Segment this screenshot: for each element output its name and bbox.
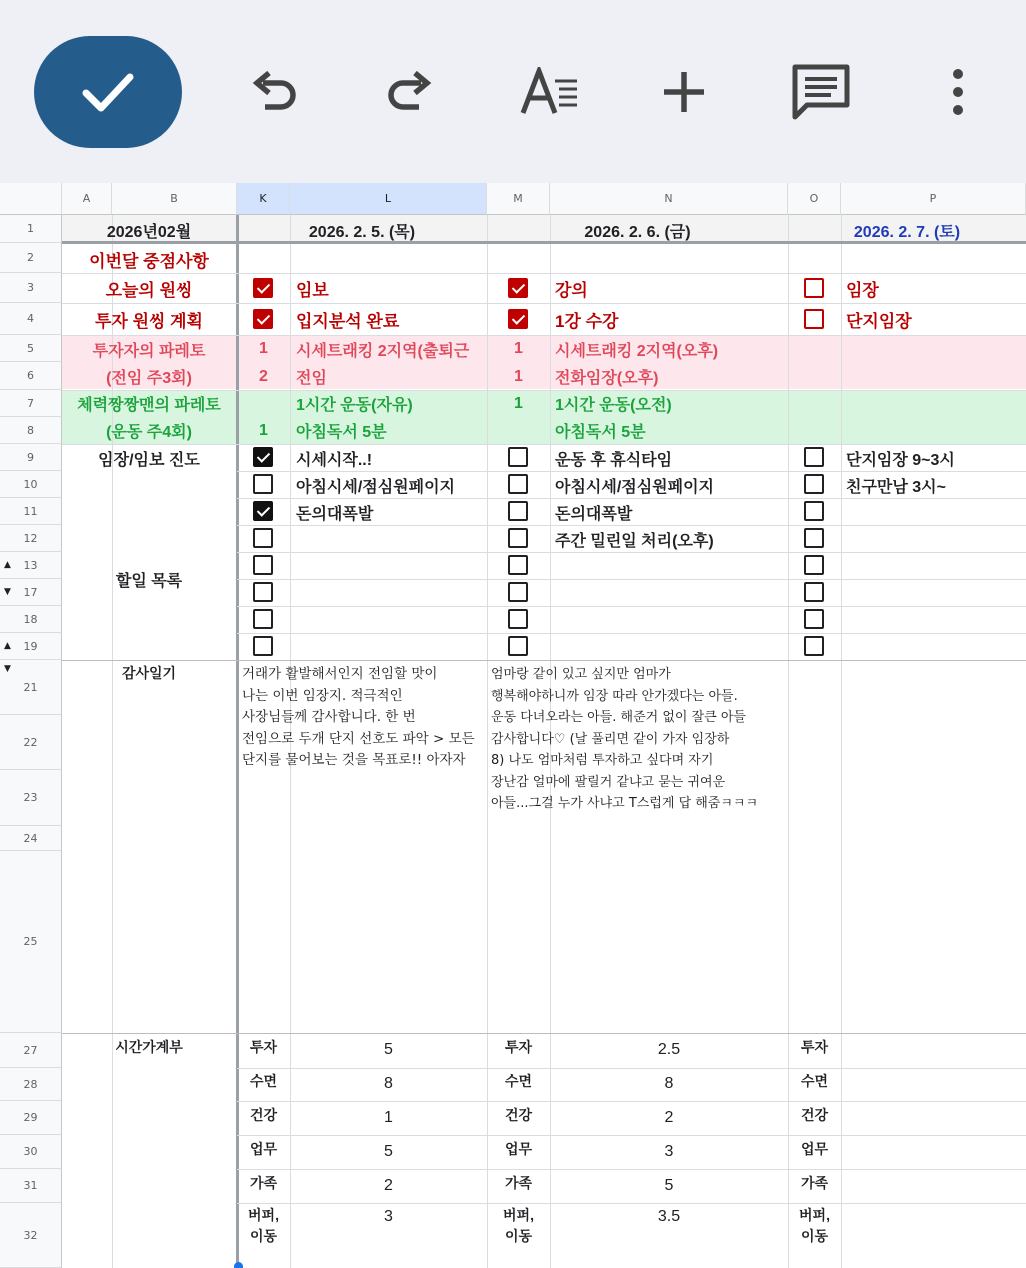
checkbox-invest-day1[interactable] xyxy=(253,309,273,329)
row-header[interactable]: 23 xyxy=(0,770,62,826)
task-checkbox[interactable] xyxy=(508,501,528,521)
time-category: 건강 xyxy=(800,1107,829,1123)
row-header[interactable]: 25 xyxy=(0,851,62,1033)
spreadsheet-grid[interactable] xyxy=(0,183,1026,1268)
task-checkbox[interactable] xyxy=(804,555,824,575)
time-value[interactable]: 2 xyxy=(384,1177,393,1194)
one-thing-day2[interactable]: 강의 xyxy=(555,281,588,300)
one-thing-day3[interactable]: 임장 xyxy=(846,281,879,300)
row-number: 17 xyxy=(23,585,38,599)
task-checkbox[interactable] xyxy=(804,609,824,629)
row-header[interactable]: 9 xyxy=(0,444,62,471)
plus-icon xyxy=(660,68,708,116)
row-header[interactable]: 31 xyxy=(0,1169,62,1203)
pareto-item[interactable]: 시세트래킹 2지역(출퇴근 xyxy=(296,342,470,360)
row-header[interactable] xyxy=(0,552,62,579)
task-item[interactable]: 운동 후 휴식타임 xyxy=(555,451,673,469)
grid-line xyxy=(237,552,1026,553)
row-header[interactable]: 3 xyxy=(0,273,62,303)
redo-button[interactable] xyxy=(374,38,446,146)
time-category: 가족 xyxy=(504,1175,533,1191)
more-options-button[interactable] xyxy=(928,38,988,146)
task-item[interactable]: 친구만남 3시~ xyxy=(846,478,946,496)
label-pareto-fitness[interactable]: 체력짱짱맨의 파레토 xyxy=(77,397,221,414)
check-icon xyxy=(80,69,136,115)
row-header[interactable]: 28 xyxy=(0,1068,62,1101)
grid-line xyxy=(237,1135,1026,1136)
row-header[interactable]: 24 xyxy=(0,826,62,851)
undo-button[interactable] xyxy=(238,38,310,146)
label-monthly-focus[interactable]: 이번달 중점사항 xyxy=(89,251,209,271)
row-header[interactable]: 27 xyxy=(0,1033,62,1068)
row-header[interactable]: 8 xyxy=(0,417,62,444)
time-category: 업무 xyxy=(800,1141,829,1157)
task-checkbox[interactable] xyxy=(508,555,528,575)
time-category: 가족 xyxy=(249,1175,278,1191)
row-header[interactable] xyxy=(0,633,62,660)
label-invest-plan[interactable]: 투자 원씽 계획 xyxy=(95,312,203,331)
undo-icon xyxy=(249,69,299,115)
label-daily-one-thing[interactable]: 오늘의 원씽 xyxy=(105,281,193,300)
task-checkbox[interactable] xyxy=(253,609,273,629)
column-header-k[interactable]: K xyxy=(237,183,290,215)
grid-line xyxy=(237,1169,1026,1170)
pareto-item[interactable]: 시세트래킹 2지역(오후) xyxy=(555,342,719,360)
label-time-budget[interactable]: 시간가계부 xyxy=(115,1039,183,1055)
task-checkbox[interactable] xyxy=(804,501,824,521)
task-checkbox[interactable] xyxy=(508,447,528,467)
task-checkbox[interactable] xyxy=(804,582,824,602)
row-header[interactable]: 29 xyxy=(0,1101,62,1135)
row-header[interactable]: 11 xyxy=(0,498,62,525)
checkbox-invest-day3[interactable] xyxy=(804,309,824,329)
row-header[interactable]: 18 xyxy=(0,606,62,633)
time-category: 버퍼, 이동 xyxy=(503,1207,534,1244)
invest-plan-day3[interactable]: 단지임장 xyxy=(846,312,912,331)
task-checkbox[interactable] xyxy=(508,636,528,656)
row-number: 21 xyxy=(23,680,38,694)
task-item[interactable]: 단지임장 9~3시 xyxy=(846,451,955,469)
label-progress[interactable]: 임장/임보 진도 xyxy=(98,451,200,469)
label-todo-list[interactable]: 할일 목록 xyxy=(115,572,183,590)
row-header[interactable]: 10 xyxy=(0,471,62,498)
row-number: 19 xyxy=(23,639,38,653)
task-checkbox[interactable] xyxy=(253,474,273,494)
time-category: 건강 xyxy=(249,1107,278,1123)
grid-line xyxy=(841,215,842,1268)
row-header[interactable] xyxy=(0,579,62,606)
time-category: 건강 xyxy=(504,1107,533,1123)
column-header-b[interactable]: B xyxy=(112,183,237,215)
invest-plan-day1[interactable]: 입지분석 완료 xyxy=(296,312,400,331)
fitness-item[interactable]: 1시간 운동(오전) xyxy=(555,397,672,414)
task-checkbox[interactable] xyxy=(804,447,824,467)
column-header-n[interactable]: N xyxy=(550,183,788,215)
checkbox-one-thing-day1[interactable] xyxy=(253,278,273,298)
grid-line xyxy=(237,606,1026,607)
column-header-l[interactable]: L xyxy=(290,183,487,215)
fitness-count[interactable] xyxy=(487,417,550,444)
redo-icon xyxy=(385,69,435,115)
invest-plan-day2[interactable]: 1강 수강 xyxy=(555,312,619,331)
row-header[interactable]: 1 xyxy=(0,215,62,243)
time-category: 투자 xyxy=(800,1039,829,1055)
task-checkbox[interactable] xyxy=(253,555,273,575)
fitness-count[interactable] xyxy=(237,390,290,417)
task-checkbox[interactable] xyxy=(804,528,824,548)
task-item[interactable]: 시세시작..! xyxy=(296,451,373,469)
time-category: 업무 xyxy=(249,1141,278,1157)
time-category: 버퍼, 이동 xyxy=(799,1207,830,1244)
row-header[interactable]: 12 xyxy=(0,525,62,552)
label-pareto-invest-sub[interactable]: (전임 주3회) xyxy=(106,370,192,387)
task-item[interactable]: 돈의대폭발 xyxy=(555,505,633,523)
task-item[interactable]: 주간 밀린일 처리(오후) xyxy=(555,532,714,550)
task-item[interactable]: 아침시세/점심원페이지 xyxy=(296,478,456,496)
time-value[interactable]: 5 xyxy=(384,1143,393,1160)
row-header[interactable]: 7 xyxy=(0,390,62,417)
label-gratitude-journal[interactable]: 감사일기 xyxy=(121,665,177,681)
time-category: 수면 xyxy=(800,1073,829,1089)
one-thing-day1[interactable]: 임보 xyxy=(296,281,329,300)
more-vertical-icon xyxy=(948,67,968,117)
task-checkbox[interactable] xyxy=(508,474,528,494)
task-checkbox[interactable] xyxy=(253,528,273,548)
row-number: 13 xyxy=(23,558,38,572)
fitness-item[interactable]: 아침독서 5분 xyxy=(296,424,387,441)
collapse-group-icon[interactable]: ▲ xyxy=(4,641,11,651)
column-header-m[interactable]: M xyxy=(487,183,550,215)
column-header-p[interactable]: P xyxy=(841,183,1026,215)
grid-line xyxy=(237,633,1026,634)
month-header[interactable]: 2026년02월 xyxy=(106,223,192,241)
task-checkbox[interactable] xyxy=(253,501,273,521)
checkbox-one-thing-day2[interactable] xyxy=(508,278,528,298)
comment-icon xyxy=(791,63,851,121)
pareto-item[interactable]: 전임 xyxy=(296,370,327,387)
task-item[interactable]: 아침시세/점심원페이지 xyxy=(555,478,715,496)
task-checkbox[interactable] xyxy=(804,636,824,656)
time-category: 버퍼, 이동 xyxy=(248,1207,279,1244)
pareto-item[interactable]: 전화임장(오후) xyxy=(555,370,659,387)
row-header[interactable]: 6 xyxy=(0,362,62,390)
date-header-day3[interactable]: 2026. 2. 7. (토) xyxy=(853,223,961,241)
task-item[interactable]: 돈의대폭발 xyxy=(296,505,374,523)
time-value[interactable]: 3 xyxy=(664,1143,674,1160)
time-category: 수면 xyxy=(249,1073,278,1089)
time-value[interactable]: 3.5 xyxy=(657,1208,681,1225)
time-value[interactable]: 3 xyxy=(384,1208,393,1225)
task-checkbox[interactable] xyxy=(508,528,528,548)
fitness-item[interactable]: 1시간 운동(자유) xyxy=(296,397,413,414)
task-checkbox[interactable] xyxy=(253,582,273,602)
time-category: 투자 xyxy=(504,1039,533,1055)
task-checkbox[interactable] xyxy=(508,582,528,602)
time-category: 투자 xyxy=(249,1039,278,1055)
toolbar xyxy=(0,0,1026,183)
selection-handle[interactable] xyxy=(234,1262,243,1268)
time-value[interactable]: 8 xyxy=(664,1075,674,1092)
grid-line xyxy=(62,1033,1026,1034)
pareto-count[interactable]: 2 xyxy=(259,367,268,385)
checkbox-one-thing-day3[interactable] xyxy=(804,278,824,298)
expand-group-icon[interactable]: ▼ xyxy=(4,587,11,597)
expand-group-icon[interactable]: ▼ xyxy=(4,664,11,674)
grid-line xyxy=(237,1203,1026,1204)
grid-line xyxy=(237,579,1026,580)
row-header[interactable]: 2 xyxy=(0,243,62,273)
row-header[interactable]: 5 xyxy=(0,335,62,362)
task-checkbox[interactable] xyxy=(253,636,273,656)
done-button[interactable] xyxy=(34,36,182,148)
collapse-group-icon[interactable]: ▲ xyxy=(4,560,11,570)
fitness-item[interactable]: 아침독서 5분 xyxy=(555,424,646,441)
grid-line xyxy=(237,1101,1026,1102)
gratitude-journal-day1[interactable]: 거래가 활발해서인지 전임할 맛이 나는 이번 임장지. 적극적인 사장님들께 감사합니다. 한 번 전임으로 두개 단지 선호도 파악 > 모든 단지를 물어보는 것을 목표로!! 아자자 xyxy=(242,666,475,768)
task-checkbox[interactable] xyxy=(804,474,824,494)
gratitude-journal-day2[interactable]: 엄마랑 같이 있고 싶지만 엄마가 행복해야하니까 임장 따라 안가겠다는 아들. 운동 다녀오라는 아들. 해준거 없이 잘큰 아들 감사합니다♡ (날 풀리면 같이 가자 임장하 8) 나도 엄마처럼 투자하고 싶다며 자기 장난감 얼마에 팔릴거 같냐고 묻는 귀여운 아들...그걸 누가 사냐고 T스럽게 답 해줌ㅋㅋㅋ xyxy=(491,667,759,811)
time-category: 가족 xyxy=(800,1175,829,1191)
time-value[interactable]: 8 xyxy=(384,1075,393,1092)
fitness-count[interactable]: 1 xyxy=(514,394,523,412)
task-checkbox[interactable] xyxy=(508,609,528,629)
time-category: 업무 xyxy=(504,1141,533,1157)
pareto-count[interactable]: 1 xyxy=(514,367,523,385)
checkbox-invest-day2[interactable] xyxy=(508,309,528,329)
time-value[interactable]: 1 xyxy=(384,1109,393,1126)
row-header[interactable]: 4 xyxy=(0,303,62,335)
text-format-icon xyxy=(519,67,581,117)
insert-button[interactable] xyxy=(648,38,720,146)
time-value[interactable]: 5 xyxy=(384,1041,393,1058)
label-pareto-invest[interactable]: 투자자의 파레토 xyxy=(92,342,206,360)
corner-cell[interactable] xyxy=(0,183,62,215)
date-header-day1[interactable]: 2026. 2. 5. (목) xyxy=(308,223,416,241)
time-value[interactable]: 5 xyxy=(664,1177,674,1194)
pareto-count[interactable]: 1 xyxy=(514,340,523,357)
comment-button[interactable] xyxy=(782,38,860,146)
column-header-a[interactable]: A xyxy=(62,183,112,215)
pareto-count[interactable]: 1 xyxy=(259,340,268,357)
row-header[interactable]: 30 xyxy=(0,1135,62,1169)
text-format-button[interactable] xyxy=(510,38,590,146)
row-header[interactable] xyxy=(0,660,62,715)
row-header[interactable]: 32 xyxy=(0,1203,62,1268)
row-header[interactable]: 22 xyxy=(0,715,62,770)
time-category: 수면 xyxy=(504,1073,533,1089)
fitness-count[interactable]: 1 xyxy=(259,421,268,439)
time-value[interactable]: 2.5 xyxy=(657,1041,681,1058)
time-value[interactable]: 2 xyxy=(664,1109,674,1126)
column-header-o[interactable]: O xyxy=(788,183,841,215)
date-header-day2[interactable]: 2026. 2. 6. (금) xyxy=(584,223,691,241)
label-pareto-fitness-sub[interactable]: (운동 주4회) xyxy=(106,424,192,441)
task-checkbox[interactable] xyxy=(253,447,273,467)
